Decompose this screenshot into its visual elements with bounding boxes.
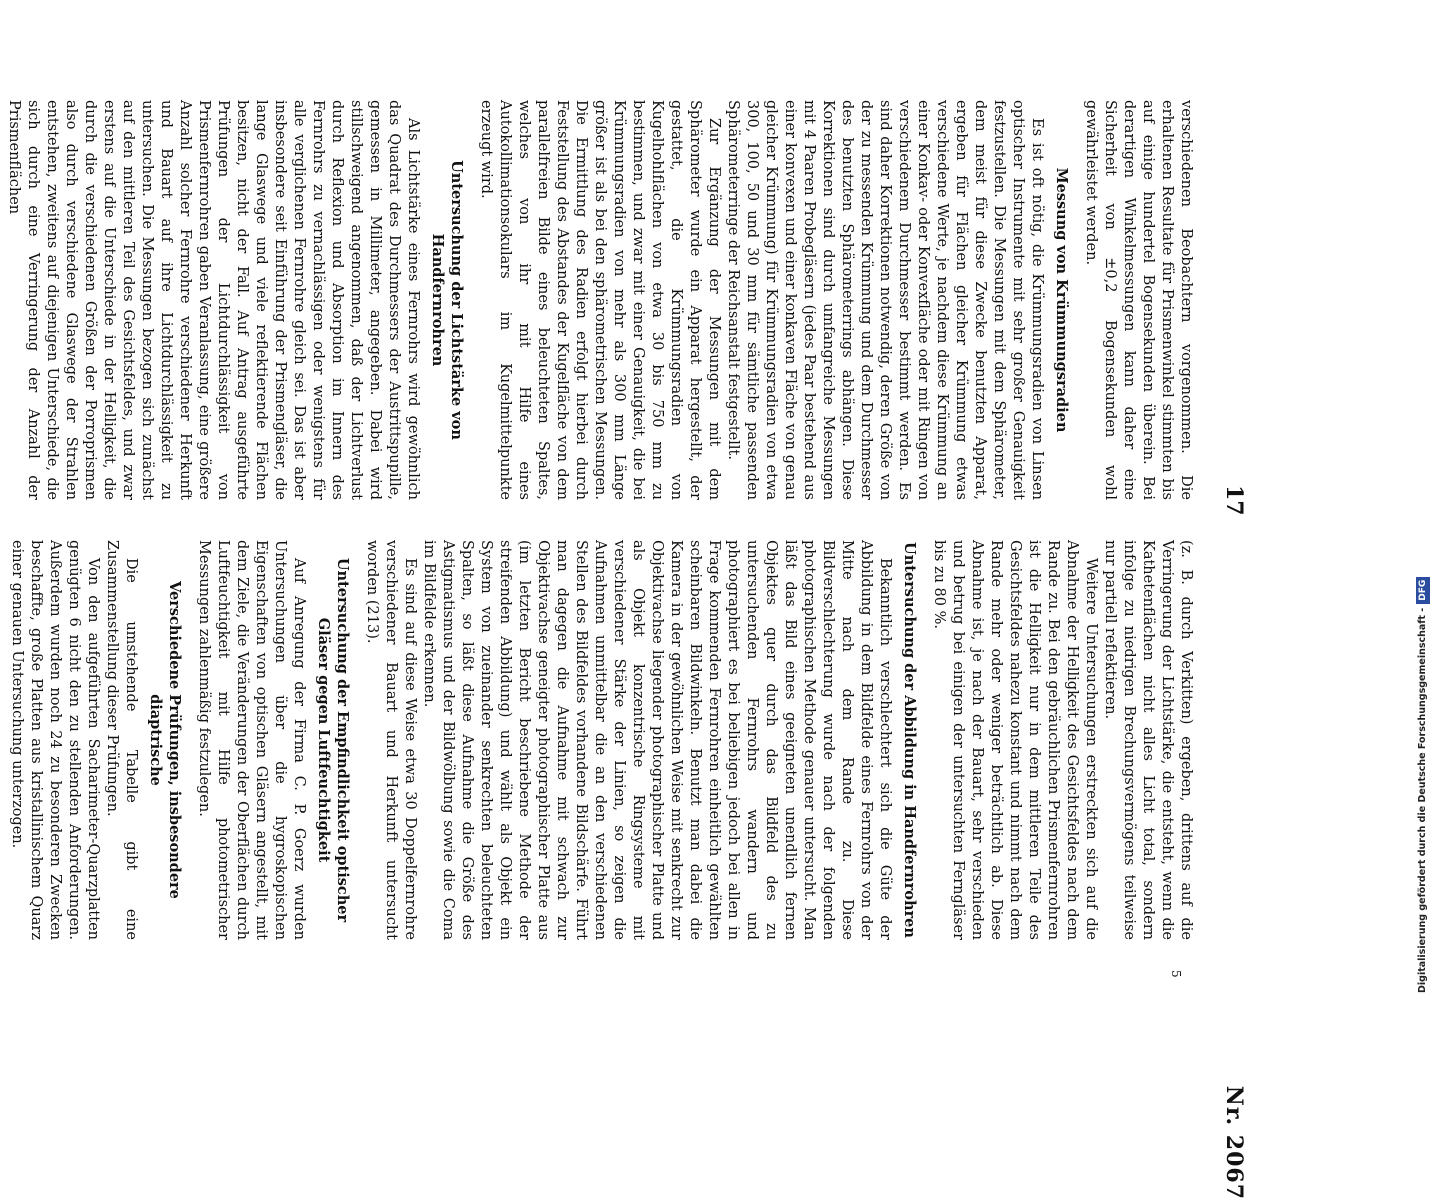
issue-number: Nr. 2067 — [1221, 1085, 1247, 1200]
section-heading: Untersuchung der Lichtstärke von Handfernrohren — [429, 160, 465, 440]
right-column — [7, 540, 1195, 940]
section-heading: Untersuchung der Abbildung in Handfernrohren — [901, 542, 918, 938]
paragraph: Von den aufgeführten Sacharimeter-Quarzplatten genügten 6 nicht den zu stellenden Anforderungen. Außerdem wurden noch 24 zu besonderen Zwecken beschaffte, große Platten aus kristallinischem Quarz einer genauen Untersuchung unterzogen. — [9, 540, 101, 940]
paragraph: Es ist oft nötig, die Krümmungsradien von Linsen optischer Instrumente mit sehr großer Genauigkeit festzustellen. Die Messungen mit dem Sphärometer, dem meist für diese Zwecke benutzten Apparat, ergeben für Flächen gleicher Krümmung etwas verschiedene Werte, je nachdem diese Krümmung an einer Konkav- oder Konvexfläche oder mit Ringen von verschiedenem Durchmesser bestimmt werden. Es sind daher Korrektionen notwendig, deren Größe von der zu messenden Krümmung und dem Durchmesser des benutzten Sphärometerrings abhängen. Diese Korrektionen sind durch umfangreiche Messungen mit 4 Paaren Probegläsern (jedes Paar bestehend aus einer konvexen und einer konkaven Fläche von genau gleicher Krümmung) für Krümmungsradien von etwa 300, 100, 50 und 30 mm für sämtliche passenden Sphärometerringe der Reichsanstalt festgestellt. — [725, 100, 1045, 500]
digitization-note — [1416, 8, 1430, 993]
rotated-page-content — [6, 100, 1247, 1200]
paragraph: (z. B. durch Verkitten) ergeben, drittens auf die Verringerung der Lichtstärke, die entsteht, wenn die Kathetenflächen nicht alles Licht total, sondern infolge zu niedrigen Brechungsvermögens teilweise nur partiell reflektieren. — [1102, 540, 1194, 940]
paragraph: Bekanntlich verschlechtert sich die Güte der Abbildung in dem Bildfelde eines Fernrohrs von der Mitte nach dem Rande zu. Diese Bildverschlechterung wurde nach der folgenden photographischen Methode genauer untersucht. Man läßt das Bild eines geeigneten unendlich fernen Objektes quer durch das Bildfeld des zu untersuchenden Fernrohrs wandern und photographiert es bei beliebigen jedoch bei allen in Frage kommenden Fernrohren einheitlich gewählten scheinbaren Bildwinkeln. Benutzt man dabei die Kamera in der gewöhnlichen Weise mit senkrecht zur Objektivachse liegender photographischer Platte und als Objekt konzentrische Ringsysteme mit verschiedener Stärke der Linien, so zeigen die Aufnahmen unmittelbar die an den verschiedenen Stellen des Bildfeldes vorhandene Bildschärfe. Führt man dagegen die Aufnahme mit schwach zur Objektivachse geneigter photographischer Platte aus (im letzten Bericht beschriebene Methode der streifenden Abbildung) und wählt als Objekt ein System von zueinander senkrechten beleuchteten Spalten, so läßt diese Aufnahme die Größe des Astigmatismus und der Bildwölbung sowie die Coma im Bildfelde erkennen. — [421, 540, 893, 940]
paragraph: Es sind auf diese Weise etwa 30 Doppelfernrohre verschiedener Bauart und Herkunft untersucht worden (213). — [364, 540, 418, 940]
paragraph: Die umstehende Tabelle gibt eine Zusammenstellung dieser Prüfungen. — [104, 540, 139, 940]
paragraph: Auf Anregung der Firma C. P. Goerz wurden Untersuchungen über die hygroskopischen Eigenschaften von optischen Gläsern angestellt, mit dem Ziele, die Veränderungen der Oberflächen durch Luftfeuchtigkeit mit Hilfe photometrischer Messungen zahlenmäßig festzulegen. — [196, 540, 307, 940]
paragraph: Zur Ergänzung der Messungen mit dem Sphärometer wurde ein Apparat hergestellt, der gestattet, die Krümmungsradien von Kugelhohlflächen von etwa 30 bis 750 mm zu bestimmen, und zwar mit einer Genauigkeit, die bei Krümmungsradien von mehr als 300 mm Länge größer ist als bei den sphärometrischen Messungen. Die Ermittlung des Radien erfolgt hierbei durch Feststellung des Abstandes der Kugelfläche von dem parallelfreien Bilde eines beleuchteten Spaltes, welches von ihr mit Hilfe eines Autokollimationsokulars im Kugelmittelpunkte erzeugt wird. — [478, 100, 722, 500]
paragraph: Weitere Untersuchungen erstreckten sich auf die Abnahme der Helligkeit des Gesichtsfeldes nach dem Rande zu. Bei den gebräuchlichen Prismenfernrohren ist die Helligkeit nur in dem mittleren Teile des Gesichtsfeldes nahezu konstant und nimmt nach dem Rande mehr oder weniger beträchtlich ab. Diese Abnahme ist, je nach der Bauart, sehr verschieden und betrug bei einigen der untersuchten Ferngläser bis zu 80 %. — [931, 540, 1099, 940]
paragraph: Als Lichtstärke eines Fernrohrs wird gewöhnlich das Quadrat des Durchmessers der Austrittspupille, gemessen in Millimeter, angegeben. Dabei wird stillschweigend angenommen, daß der Lichtverlust durch Reflexion und Absorption im Innern des Fernrohrs zu vernachlässigen oder wenigstens für alle verglichenen Fernrohre gleich sei. Das ist aber insbesondere seit Einführung der Prismengläser, die lange Glaswege und viele reflektierende Flächen besitzen, nicht der Fall. Auf Antrag ausgeführte Prüfungen der Lichtdurchlässigkeit von Prismenfernrohren gaben Veranlassung, eine größere Anzahl solcher Fernrohre verschiedener Herkunft und Bauart auf ihre Lichtdurchlässigkeit zu untersuchen. Die Messungen bezogen sich zunächst auf den mittleren Teil des Gesichtsfeldes, und zwar erstens auf die Unterschiede in der Helligkeit, die durch die verschiedenen Größen der Porroprismen also durch verschiedene Glaswege der Strahlen entstehen, zweitens auf diejenigen Unterschiede, die sich durch eine Verringerung der Anzahl der Prismenflächen — [6, 100, 421, 500]
left-column — [4, 100, 1195, 500]
section-heading: Messung von Krümmungsradien — [1053, 167, 1070, 433]
paragraph: verschiedenen Beobachtern vorgenommen. Die erhaltenen Resultate für Prismenwinkel stimmten bis auf einige hundertel Bogensekunden überein. Bei derartigen Winkelmessungen kann daher eine Sicherheit von ±0,2 Bogensekunden wohl gewährleistet werden. — [1083, 100, 1194, 500]
footer-page-number: 5 — [1169, 970, 1183, 978]
digitization-margin — [1416, 8, 1430, 993]
digitization-text: Digitalisierung gefördert durch die Deutsche Forschungsgemeinschaft - — [1417, 607, 1428, 993]
section-heading: Verschiedene Prüfungen, insbesondere diaptrische — [147, 581, 183, 899]
section-heading: Untersuchung der Empfindlichkeit optischer Gläser gegen Luftfeuchtigkeit — [315, 557, 351, 923]
dfg-logo: DFG — [1416, 577, 1430, 604]
page-number: 17 — [1221, 485, 1247, 516]
